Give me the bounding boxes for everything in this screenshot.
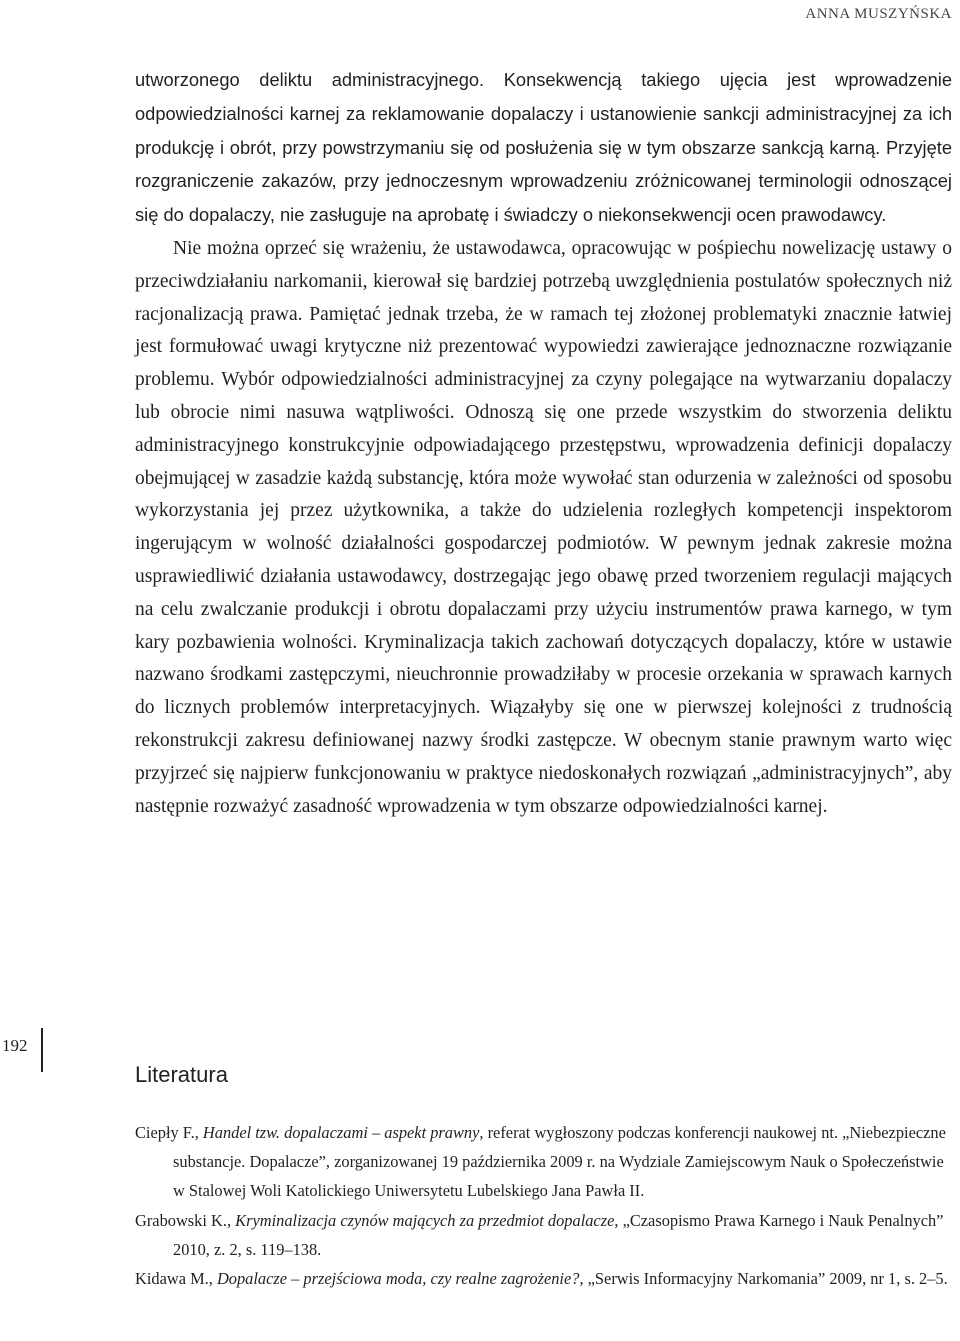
reference-item: [135, 1118, 955, 1206]
reference-title: Handel tzw. dopalaczami – aspekt prawny: [202, 1123, 480, 1142]
paragraph-1-text: utworzonego deliktu administracyjnego. Konsekwencją takiego ujęcia jest wprowadzenie odpowiedzialności karnej za reklamowanie dopalaczy i ustanowienie sankcji administracyjnej za ich produkcję i obrót, przy powstrzymaniu się od posłużenia się w tym obszarze sankcją karną. Przyjęte rozgraniczenie zakazów, przy jednoczesnym wprowadzeniu zróżnicowanej terminologii odnoszącej się do dopalaczy, nie zasługuje na aprobatę i świadczy o niekonsekwencji ocen prawodawcy.: [135, 69, 952, 226]
reference-author: Kidawa M.,: [135, 1269, 217, 1289]
reference-details: , „Serwis Informacyjny Narkomania” 2009, nr 1, s. 2–5.: [579, 1269, 948, 1289]
reference-author: Ciepły F.,: [135, 1123, 203, 1142]
page-number-rule: [41, 1028, 43, 1072]
reference-details: , „Czasopismo Prawa Karnego i Nauk Penalnych” 2010, z. 2, s. 119–138.: [173, 1210, 944, 1259]
page-number: 192: [2, 1036, 28, 1055]
reference-title: Kryminalizacja czynów mających za przedmiot dopalacze: [235, 1210, 615, 1230]
paragraph-2: Nie można oprzeć się wrażeniu, że ustawodawca, opracowując w pośpiechu nowelizację ustawy o przeciwdziałaniu narkomanii, kierował się bardziej potrzebą uwzględnienia postulatów społecznych niż racjonalizacją prawa. Pamiętać jednak trzeba, że w ramach tej złożonej problematyki znacznie łatwiej jest formułować uwagi krytyczne niż prezentować wypowiedzi zawierające jednoznaczne rozwiązanie problemu. Wybór odpowiedzialności administracyjnej za czyny polegające na wytwarzaniu dopalaczy lub obrocie nimi nasuwa wątpliwości. Odnoszą się one przede wszystkim do stworzenia deliktu administracyjnego konstrukcyjnie odpowiadającego przestępstwu, wprowadzenia definicji dopalaczy obejmującej w zasadzie każdą substancję, która może wywołać stan odurzenia w zależności od sposobu wykorzystania jej przez użytkownika, a także do udzielenia rozległych kompetencji inspektorom ingerującym w wolność działalności gospodarczej podmiotów. W pewnym jednak zakresie można usprawiedliwić działania ustawodawcy, dostrzegając jego obawę przed tworzeniem regulacji mających na celu zwalczanie produkcji i obrotu dopalaczami przy użyciu instrumentów prawa karnego, w tym kary pozbawienia wolności. Kryminalizacja takich zachowań dotyczących dopalaczy, które w ustawie nazwano środkami zastępczymi, nieuchronnie prowadziłaby w procesie orzekania w sprawach karnych do licznych problemów interpretacyjnych. Wiązałyby się one w pierwszej kolejności z trudnością rekonstrukcji zakresu definiowanej nazwy środki zastępcze. W obecnym stanie prawnym warto więc przyjrzeć się najpierw funkcjonowaniu w praktyce niedoskonałych rozwiązań „administracyjnych”, aby następnie rozważyć zasadność wprowadzenia w tym obszarze odpowiedzialności karnej.: [135, 237, 952, 817]
reference-title: Dopalacze – przejściowa moda, czy realne zagrożenie?: [216, 1269, 580, 1289]
body-text: [135, 64, 952, 823]
reference-author: Grabowski K.,: [135, 1210, 236, 1230]
reference-details: , referat wygłoszony podczas konferencji naukowej nt. „Niebezpieczne substancje. Dopalacze”, zorganizowanej 19 października 2009 r. na Wydziale Zamiejscowym Nauk o Społeczeństwie w Stalowej Woli Katolickiego Uniwersytetu Lubelskiego Jana Pawła II.: [173, 1123, 946, 1201]
reference-item: [135, 1206, 955, 1264]
reference-item: [135, 1264, 955, 1293]
running-head: ANNA MUSZYŃSKA: [805, 6, 952, 22]
paragraph-1: [135, 64, 952, 233]
literature-heading: Literatura: [135, 1062, 228, 1087]
reference-list: [135, 1118, 955, 1293]
